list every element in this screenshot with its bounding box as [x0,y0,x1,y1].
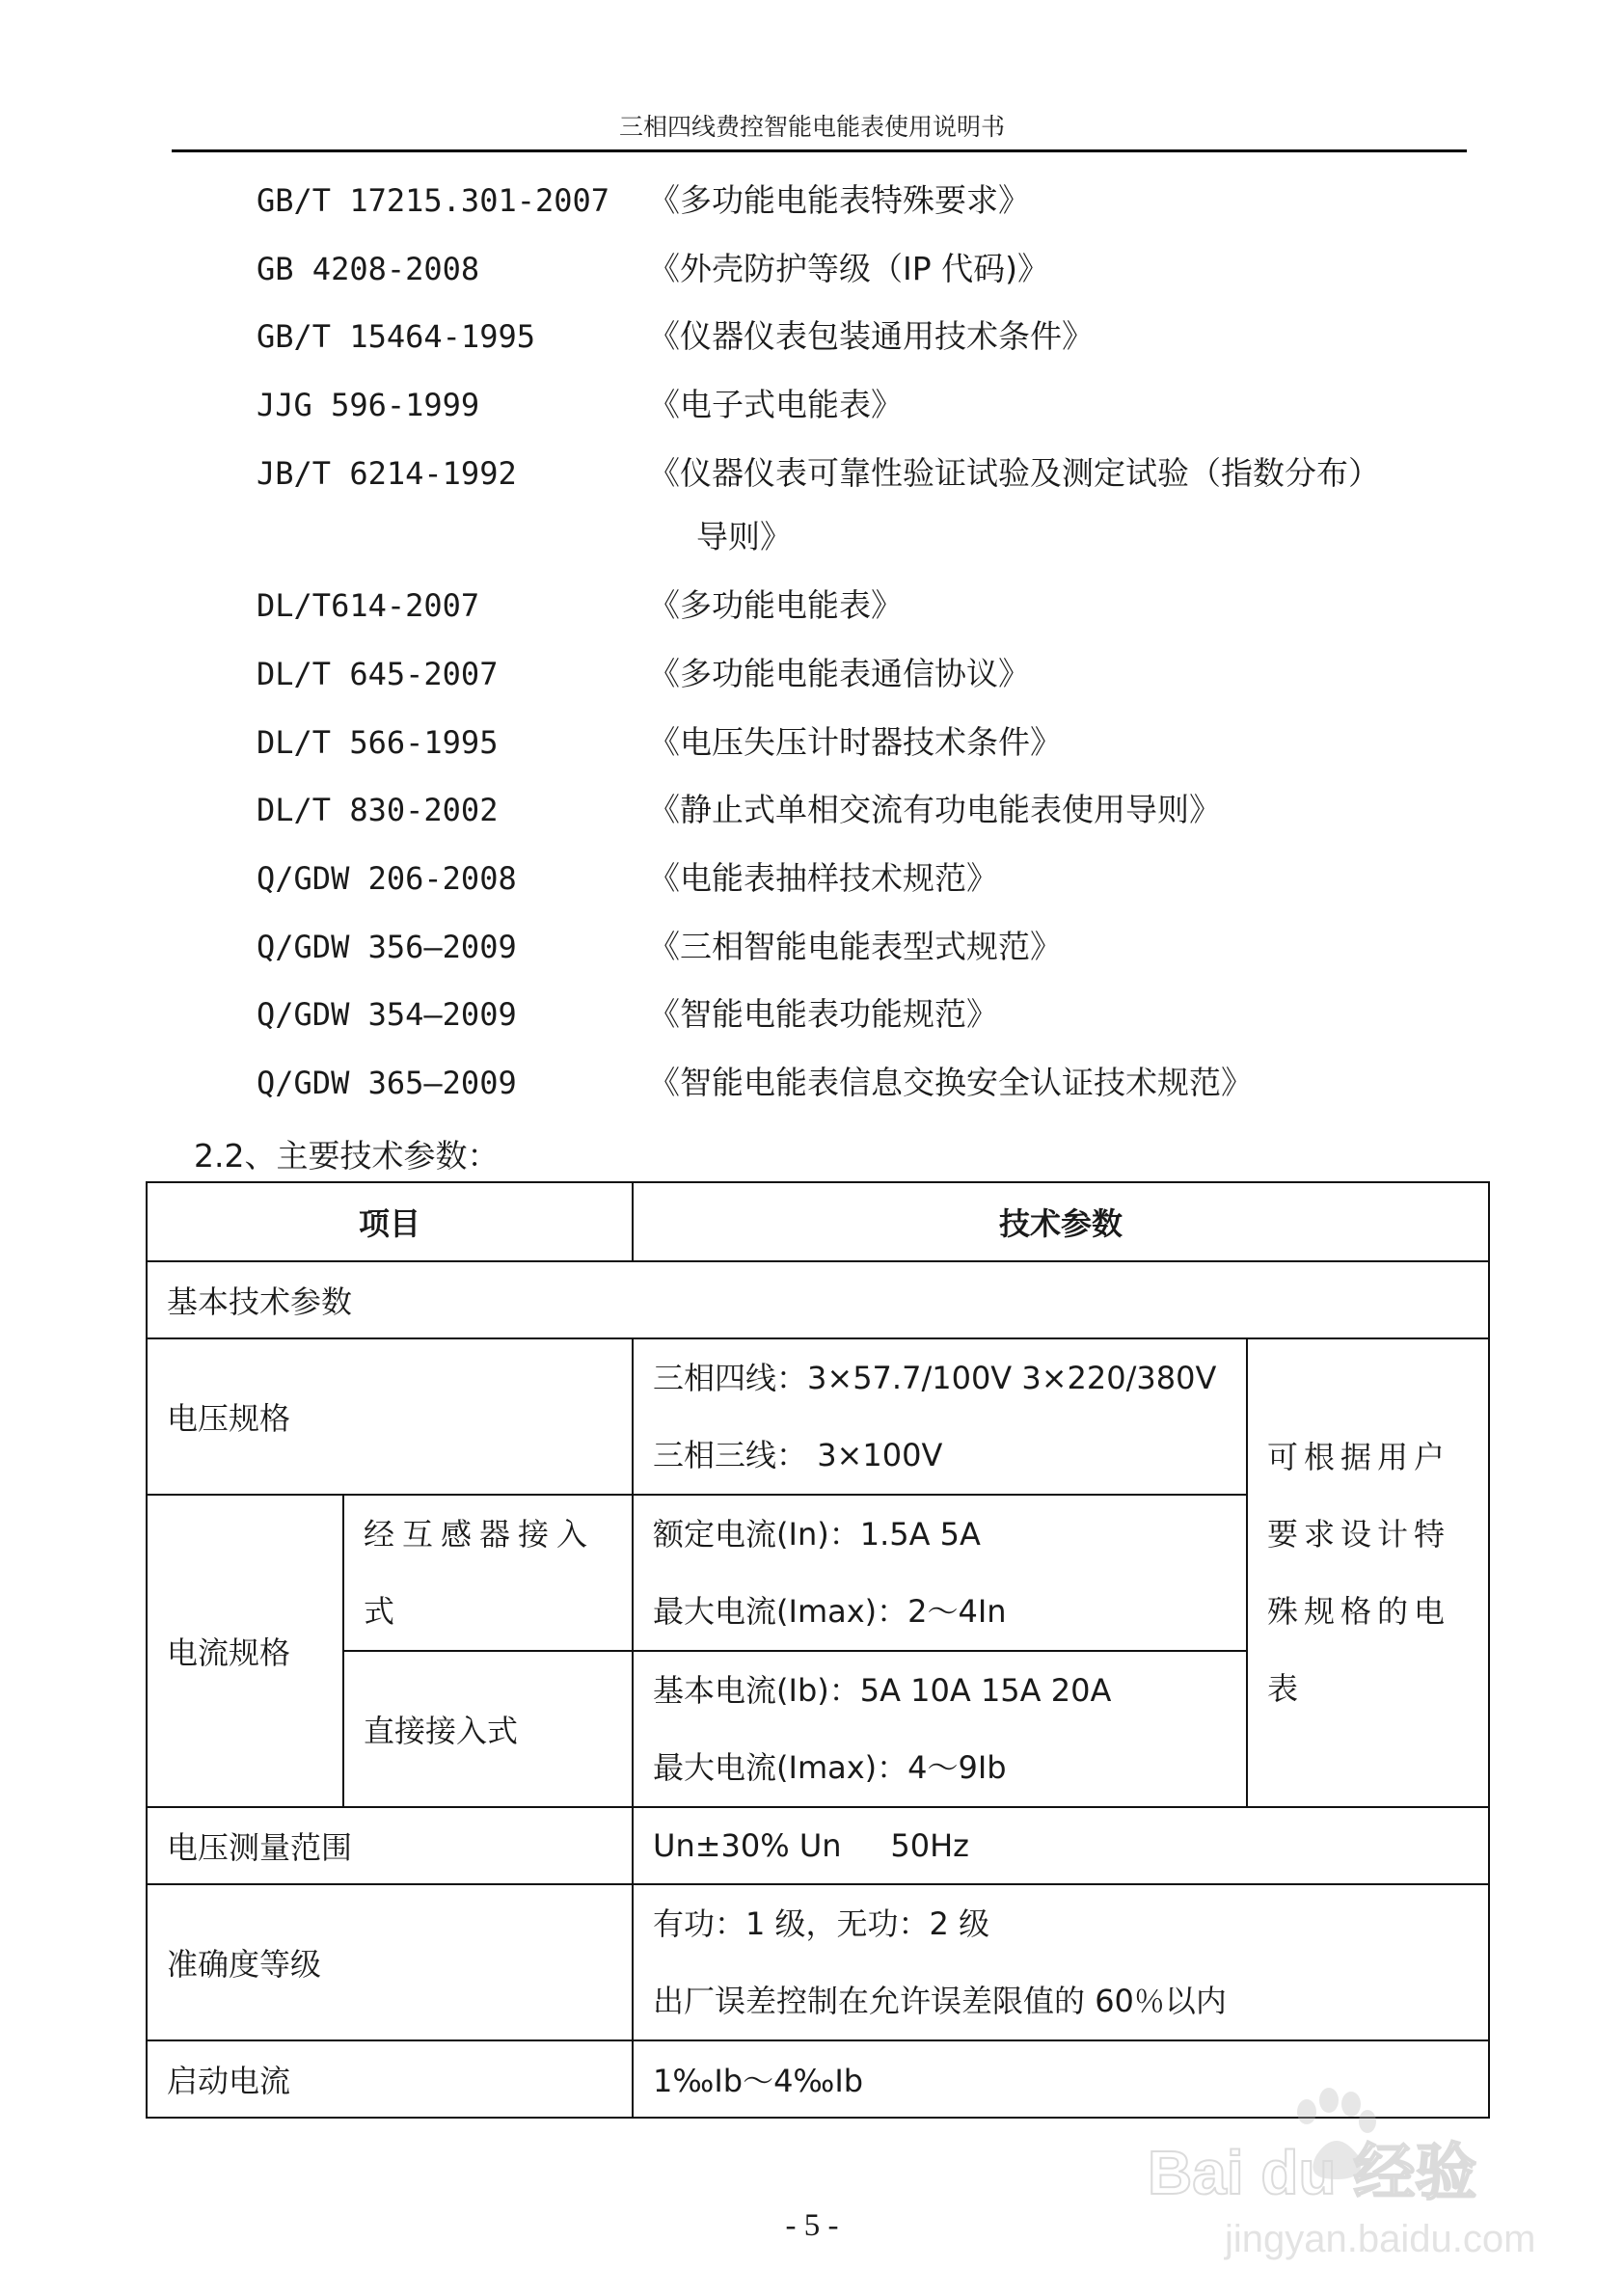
table-row [147,1884,1489,2040]
header-item: 项目 [147,1182,633,1261]
standard-name: 《多功能电能表通信协议》 [648,655,1030,692]
standard-code: Q/GDW 354—2009 [257,996,517,1033]
standard-name: 《仪器仪表包装通用技术条件》 [648,317,1094,355]
baidu-jingyan-watermark [1138,2073,1553,2266]
standard-name: 《电压失压计时器技术条件》 [648,723,1062,761]
standard-name: 《外壳防护等级（IP 代码)》 [648,250,1049,287]
standard-name: 《静止式单相交流有功电能表使用导则》 [648,791,1221,828]
standard-name: 《多功能电能表特殊要求》 [648,181,1030,219]
basic-params-heading: 基本技术参数 [147,1261,1489,1338]
standard-code: GB/T 17215.301-2007 [257,182,610,219]
table-row [147,1807,1489,1884]
accuracy-line: 出厂误差控制在允许误差限值的 60％以内 [653,1983,1227,2019]
table-row [147,1338,1489,1495]
transformer-connection-value [633,1495,1247,1651]
custom-spec-note: 可根据用户要求设计特殊规格的电表 [1247,1338,1489,1807]
table-header-row [147,1182,1489,1261]
standard-code: DL/T 830-2002 [257,792,499,828]
standard-code: DL/T 645-2007 [257,656,499,692]
standard-code: JJG 596-1999 [257,387,480,423]
transformer-current-line: 最大电流(Imax)：2～4In [653,1593,1007,1630]
standard-name: 《智能电能表功能规范》 [648,995,998,1033]
standard-code: GB/T 15464-1995 [257,318,535,355]
voltage-spec-value [633,1338,1247,1495]
standard-name: 《电能表抽样技术规范》 [648,859,998,897]
accuracy-line: 有功：1 级，无功：2 级 [653,1905,990,1942]
voltage-spec-line: 三相三线： 3×100V [653,1437,943,1473]
accuracy-label: 准确度等级 [147,1884,633,2040]
start-current-value: 1‰Ib～4‰Ib [633,2040,1489,2118]
document-header-title: 三相四线费控智能电能表使用说明书 [618,113,1005,141]
watermark-logo-text: Bai du 经验 [1148,2138,1477,2207]
transformer-current-line: 额定电流(In)：1.5A 5A [653,1516,981,1553]
direct-current-line: 基本电流(Ib)：5A 10A 15A 20A [653,1672,1112,1709]
technical-parameters-table [146,1181,1490,2119]
voltage-range-label: 电压测量范围 [147,1807,633,1884]
section-heading: 2.2、主要技术参数： [194,1137,500,1175]
watermark-url: jingyan.baidu.com [1225,2218,1536,2260]
standard-name: 《多功能电能表》 [648,586,903,624]
accuracy-value [633,1884,1489,2040]
direct-connection-value [633,1651,1247,1807]
direct-connection-label: 直接接入式 [343,1651,633,1807]
start-current-label: 启动电流 [147,2040,633,2118]
direct-current-line: 最大电流(Imax)：4～9Ib [653,1749,1007,1786]
header-divider [172,149,1467,152]
standard-name: 《三相智能电能表型式规范》 [648,928,1062,965]
standard-code: DL/T614-2007 [257,587,480,624]
standard-name: 《智能电能表信息交换安全认证技术规范》 [648,1064,1253,1101]
standard-code: JB/T 6214-1992 [257,455,517,492]
page-number: - 5 - [785,2208,839,2243]
standard-name: 《仪器仪表可靠性验证试验及测定试验（指数分布） [648,454,1380,492]
standard-code: Q/GDW 365—2009 [257,1065,517,1101]
standard-code: Q/GDW 356—2009 [257,929,517,965]
voltage-spec-line: 三相四线：3×57.7/100V 3×220/380V [653,1360,1217,1396]
standard-name-continuation: 导则》 [696,518,792,555]
standard-code: Q/GDW 206-2008 [257,860,517,897]
standard-code: GB 4208-2008 [257,251,480,287]
header-params: 技术参数 [633,1182,1489,1261]
table-section-row [147,1261,1489,1338]
standard-code: DL/T 566-1995 [257,724,499,761]
voltage-spec-label: 电压规格 [147,1338,633,1495]
transformer-connection-label: 经互感器接入式 [343,1495,633,1651]
voltage-range-value: Un±30% Un 50Hz [633,1807,1489,1884]
standard-name: 《电子式电能表》 [648,386,903,423]
current-spec-label: 电流规格 [147,1495,343,1807]
